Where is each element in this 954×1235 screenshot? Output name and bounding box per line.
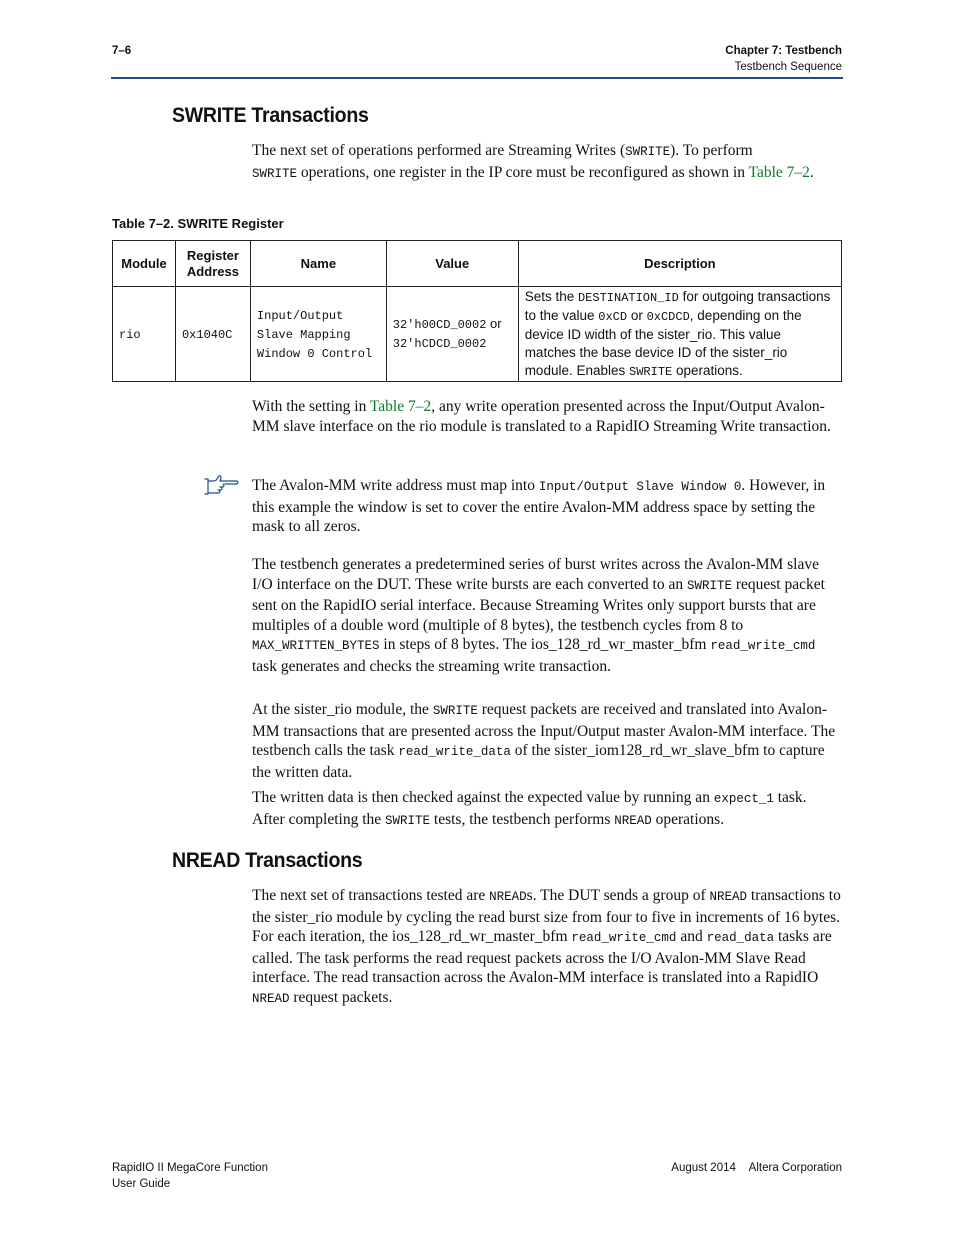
col-header-register-address: Register Address [175, 241, 250, 287]
swrite-intro-paragraph: The next set of operations performed are Streaming Writes (SWRITE). To perform SWRITE operations, one register in the IP core must be reconfigured as shown in Table 7–2. [252, 142, 814, 181]
table-row [113, 287, 842, 382]
cell-description: Sets the DESTINATION_ID for outgoing transactions to the value 0xCD or 0xCDCD, depending on the device ID width of the sister_rio. This value matches the base device ID of the sister_rio module. Enables SWRITE operations. [518, 287, 841, 382]
nread-paragraph: The next set of transactions tested are NREADs. The DUT sends a group of NREAD transactions to the sister_rio module by cycling the read burst size from four to five in increments of 16 bytes. For each iteration, the ios_128_rd_wr_master_bfm read_write_cmd and read_data tasks are called. The task performs the read request packets across the I/O Avalon-MM Slave Read interface. The read transaction across the Avalon-MM interface is translated into a RapidIO NREAD request packets. [252, 887, 841, 1006]
header-rule [111, 77, 843, 79]
footer-left [112, 1160, 268, 1192]
setting-paragraph: With the setting in Table 7–2, any write operation presented across the Input/Output Avalon-MM slave interface on the rio module is translated to a RapidIO Streaming Write transaction. [252, 398, 831, 435]
cell-module: rio [113, 287, 176, 382]
swrite-heading: SWRITE Transactions [172, 104, 369, 127]
footer-company: Altera Corporation [748, 1162, 842, 1174]
table-7-2-link[interactable]: Table 7–2 [748, 163, 810, 181]
footer-product: RapidIO II MegaCore Function [112, 1162, 268, 1174]
footer-date: August 2014 [671, 1162, 736, 1174]
swrite-register-table [112, 240, 842, 382]
page-number: 7–6 [112, 45, 132, 57]
col-header-description: Description [518, 241, 841, 287]
running-header [725, 43, 842, 75]
expected-value-paragraph: The written data is then checked against the expected value by running an expect_1 task. After completing the SWRITE tests, the testbench performs NREAD operations. [252, 789, 807, 828]
table-7-2-link-2[interactable]: Table 7–2 [369, 398, 432, 415]
footer-right [671, 1160, 842, 1176]
note-paragraph: The Avalon-MM write address must map into Input/Output Slave Window 0. However, in this example the window is set to cover the entire Avalon-MM address space by setting the mask to all zeros. [252, 477, 826, 535]
nread-heading: NREAD Transactions [172, 849, 363, 872]
chapter-title: Chapter 7: Testbench [725, 45, 842, 57]
cell-address: 0x1040C [175, 287, 250, 382]
table-header-row [113, 241, 842, 287]
pointing-hand-icon [204, 475, 240, 502]
table-caption: Table 7–2. SWRITE Register [112, 216, 284, 231]
section-title: Testbench Sequence [734, 61, 842, 73]
col-header-value: Value [386, 241, 518, 287]
footer-guide: User Guide [112, 1178, 171, 1190]
col-header-name: Name [250, 241, 386, 287]
sister-rio-paragraph: At the sister_rio module, the SWRITE request packets are received and translated into Avalon-MM transactions that are presented across the Input/Output master Avalon-MM interface. The testbench calls the task read_write_data of the sister_iom128_rd_wr_slave_bfm to capture the written data. [252, 701, 836, 781]
cell-value: 32'h00CD_0002 or 32'hCDCD_0002 [386, 287, 518, 382]
burst-writes-paragraph: The testbench generates a predetermined series of burst writes across the Avalon-MM slave I/O interface on the DUT. These write bursts are each converted to an SWRITE request packet sent on the RapidIO serial interface. Because Streaming Writes only support bursts that are multiples of a double word (multiple of 8 bytes), the testbench cycles from 8 to MAX_WRITTEN_BYTES in steps of 8 bytes. The ios_128_rd_wr_master_bfm read_write_cmd task generates and checks the streaming write transaction. [252, 556, 825, 675]
col-header-module: Module [113, 241, 176, 287]
cell-name: Input/Output Slave Mapping Window 0 Control [250, 287, 386, 382]
